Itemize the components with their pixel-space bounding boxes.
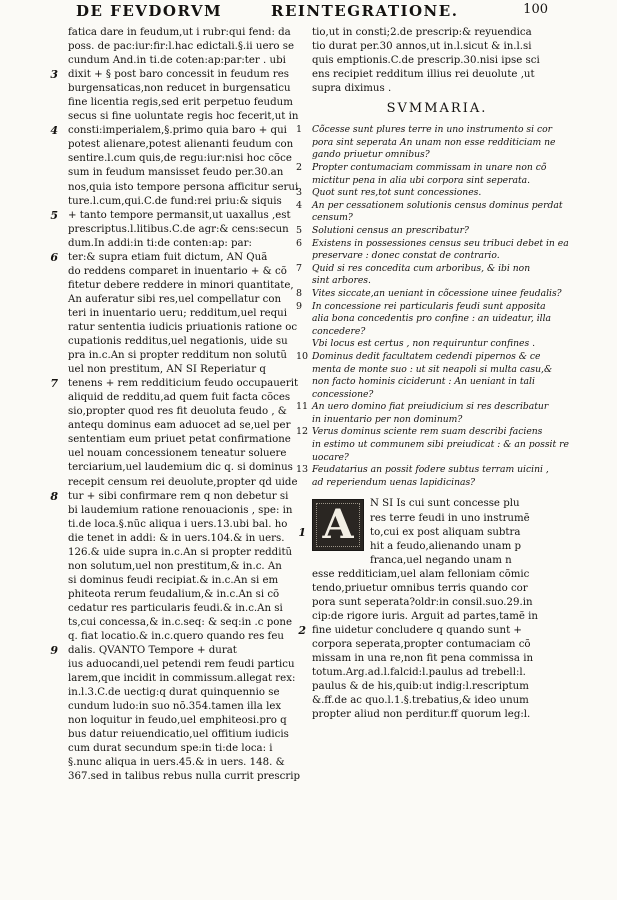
summary-text: gando priuetur omnibus?: [312, 149, 430, 161]
margin-note-number: 7: [50, 377, 58, 391]
text-line: [68, 54, 286, 68]
summary-line: [296, 300, 562, 314]
summary-line: [296, 187, 562, 200]
summary-line: [312, 376, 562, 389]
summary-line: [296, 464, 562, 477]
text-line: [312, 82, 562, 96]
line-text: 367.sed in talibus rebus nulla currit prescrip: [68, 771, 300, 783]
text-line: [50, 124, 287, 138]
text-line: [68, 96, 293, 110]
text-line: [312, 568, 562, 582]
text-line: [68, 518, 288, 532]
line-text: tio durat per.30 annos,ut in.l.sicut & in.l.si: [312, 41, 532, 53]
line-text: esse redditiciam,uel alam felloniam cõmic: [312, 568, 530, 580]
line-text: q. fiat locatio.& in.c.quero quando res feu: [68, 631, 284, 643]
text-line: [68, 293, 282, 307]
text-line: [50, 644, 282, 658]
text-line: [68, 40, 295, 54]
text-line: [312, 40, 562, 54]
line-text: fitetur debere reddere in minori quantitate,: [68, 279, 294, 291]
summary-line: [296, 287, 562, 301]
text-line: [68, 728, 289, 742]
summary-text: In concessione rei particularis feudi sunt apposita: [312, 300, 546, 312]
text-line: [312, 666, 562, 680]
text-line: [68, 335, 288, 349]
text-line: [312, 554, 562, 568]
header-title-left: DE FEVDORVM: [76, 2, 223, 20]
line-text: secus si fine uoluntate regis hoc fecerit,ut in: [68, 111, 299, 123]
line-text: sententiam eum priuet petat confirmatione: [68, 434, 291, 446]
line-text: tendo,priuetur omnibus terris quando cor: [312, 582, 528, 594]
line-text: franca,uel negando unam n: [370, 554, 512, 566]
summary-number: 8: [296, 287, 303, 299]
summary-number: 7: [296, 262, 303, 274]
summary-number: 4: [296, 199, 303, 211]
line-text: cundum And.in ti.de coten:ap:par:ter . ubi: [68, 55, 286, 67]
text-line: [68, 714, 287, 728]
line-text: bi laudemium ratione renouacionis , spe: in: [68, 504, 293, 516]
text-line: [68, 461, 293, 475]
line-text: burgensaticas,non reducet in burgensaticu: [68, 83, 291, 95]
line-text: sentire.l.cum quis,de regu:iur:nisi hoc cõce: [68, 153, 292, 165]
line-text: ratur sententia iudicis priuationis ratione oc: [68, 321, 298, 333]
right-text-column: [296, 26, 569, 722]
text-line: [312, 540, 562, 554]
text-line: [68, 195, 282, 209]
page-number: 100: [523, 2, 548, 17]
text-line: [312, 638, 562, 652]
summary-text: uocare?: [312, 451, 349, 463]
text-line: [68, 588, 282, 602]
summary-number: 13: [296, 464, 309, 476]
summary-line: [312, 364, 562, 377]
summary-line: [312, 389, 562, 402]
summary-line: [296, 162, 562, 175]
line-text: tur + sibi confirmare rem q non debetur si: [68, 490, 289, 502]
summary-line: [312, 250, 562, 263]
margin-note-number: 5: [50, 208, 58, 222]
text-line: [68, 770, 300, 784]
summary-text: Existens in possessiones census seu tribuci debet in ea: [312, 237, 569, 249]
line-text: uel non prestitum, AN SI Reperiatur q: [68, 364, 266, 376]
text-line: [68, 349, 287, 363]
line-text: potest alienare,potest alienanti feudum con: [68, 139, 294, 151]
text-line: [68, 433, 291, 447]
line-text: &.ff.de ac quo.l.1.§.trebatius,& ideo unum: [312, 695, 529, 707]
summary-number: 6: [296, 237, 303, 249]
summary-line: [312, 338, 562, 351]
summary-text: Solutioni census an prescribatur?: [312, 224, 469, 236]
text-line: [68, 447, 287, 461]
line-text: ius aduocandi,uel petendi rem feudi particu: [68, 659, 295, 671]
line-text: fatica dare in feudum,ut i rubr:qui fend: da: [68, 27, 291, 38]
text-line: [68, 546, 293, 560]
line-text: phiteota rerum feudalium,& in.c.An si cõ: [68, 588, 280, 600]
line-text: totum.Arg.ad.l.falcid:l.paulus ad trebell:l.: [312, 667, 526, 679]
summary-text: non facto hominis ciciderunt : An ueniant in tali: [312, 376, 535, 388]
summary-text: An per cessationem solutionis census dominus perdat: [312, 199, 563, 211]
line-text: ter:& supra etiam fuit dictum, AN Quã: [68, 251, 268, 263]
line-text: sio,propter quod res fit deuoluta feudo , &: [68, 406, 287, 418]
text-line: [50, 377, 299, 391]
summary-number: 2: [296, 162, 303, 174]
line-text: do reddens comparet in inuentario + & cõ: [68, 265, 287, 277]
line-text: An auferatur sibi res,uel compellatur con: [68, 293, 282, 305]
line-text: bus datur reiuendicatio,uel offitium iudicis: [68, 729, 289, 741]
line-text: + tanto tempore permansit,ut uaxallus ,est: [68, 209, 291, 221]
line-text: dalis. QVANTO Tempore + durat: [68, 645, 237, 657]
summaria-heading: SVMMARIA.: [386, 101, 488, 117]
text-line: [68, 152, 292, 166]
line-text: §.nunc aliqua in uers.45.& in uers. 148. &: [68, 757, 285, 769]
line-text: cupationis redditus,uel negationis, uide su: [68, 336, 288, 348]
line-text: larem,que incidit in commissum.allegat rex:: [68, 673, 296, 685]
text-line: [312, 680, 562, 694]
text-line: [68, 630, 282, 644]
summary-text: Verus dominus sciente rem suam describi faciens: [312, 426, 543, 438]
summary-line: [296, 237, 569, 251]
line-text: cum durat secundum spe:in ti:de loca: i: [68, 743, 273, 755]
text-line: [50, 489, 289, 504]
text-line: [68, 476, 298, 490]
summary-number: 1: [296, 124, 303, 136]
line-text: cip:de rigore iuris. Arguit ad partes,tamẽ in: [312, 610, 538, 622]
summary-line: [312, 275, 562, 288]
summary-text: alia bona concedentis pro confine : an uideatur, illa: [312, 313, 551, 325]
text-line: [68, 279, 294, 293]
text-line: [68, 391, 291, 405]
line-text: tio,ut in consti;2.de prescrip:& reyuendica: [312, 27, 532, 38]
line-text: non loquitur in feudo,uel emphiteosi.pro q: [68, 715, 287, 727]
summary-number: 3: [296, 187, 303, 199]
summary-text: concedere?: [312, 325, 366, 337]
summary-text: pora sint seperata An unam non esse redditiciam ne: [312, 136, 556, 148]
line-text: ens recipiet redditum illius rei deuolute ,ut: [312, 69, 535, 81]
text-line: [312, 694, 562, 708]
line-text: antequ dominus eam aduocet ad se,uel per: [68, 420, 291, 432]
text-line: [68, 166, 282, 180]
summary-text: Vbi locus est certus , non requiruntur confines .: [312, 338, 535, 350]
text-line: [50, 68, 289, 82]
line-text: pora sunt seperata?oldr:in consil.suo.29.in: [312, 596, 533, 608]
summary-line: [296, 224, 562, 238]
text-line: [312, 68, 562, 82]
summaria-list: [296, 124, 569, 489]
text-line: [312, 497, 562, 511]
summary-text: censum?: [312, 212, 353, 224]
summary-line: [312, 477, 562, 490]
text-line: [68, 419, 291, 433]
summary-text: Vites siccate,an ueniant in cõcessione uinee feudalis?: [312, 287, 562, 299]
text-line: [68, 363, 282, 377]
margin-note-number: 6: [50, 250, 58, 264]
text-line: [68, 602, 282, 616]
summary-line: [312, 149, 562, 162]
line-text: sum in feudum mansisset feudo per.30.an: [68, 167, 284, 179]
line-text: to,cui ex post aliquam subtra: [370, 526, 521, 538]
text-line: [68, 237, 282, 251]
line-text: fine uidetur concludere q quando sunt +: [312, 624, 522, 636]
text-line: [68, 307, 287, 321]
summary-text: concessione?: [312, 388, 374, 400]
text-line: [68, 574, 282, 588]
summary-number: 11: [296, 401, 309, 413]
right-top-text: [312, 26, 562, 96]
text-line: [68, 82, 291, 96]
line-text: ture.l.cum,qui.C.de fund:rei priu:& siquis: [68, 195, 282, 207]
summary-line: [296, 401, 562, 414]
text-line: [312, 582, 562, 596]
line-text: N SI Is cui sunt concesse plu: [370, 498, 520, 510]
text-line: [68, 616, 292, 630]
text-line: [312, 54, 562, 68]
text-line: [68, 405, 287, 419]
text-line: [68, 138, 294, 152]
summary-line: [296, 350, 562, 364]
text-line: [68, 756, 285, 770]
line-text: fine licentia regis,sed erit perpetuo feudum: [68, 97, 293, 109]
line-text: missam in una re,non fit pena commissa in: [312, 652, 534, 664]
summary-line: [296, 262, 562, 276]
summary-text: sint arbores.: [312, 275, 371, 287]
dropcap-initial: A: [312, 499, 364, 551]
line-text: paulus & de his,quib:ut indig:l.rescriptum: [312, 681, 529, 693]
text-line: [68, 265, 287, 279]
text-line: [68, 181, 299, 195]
line-text: in.l.3.C.de uectig:q durat quinquennio se: [68, 687, 280, 699]
line-text: supra diximus .: [312, 83, 392, 95]
summary-text: ad reperiendum uenas lapidicinas?: [312, 476, 476, 488]
line-text: dum.In addi:in ti:de conten:ap: par:: [68, 237, 252, 249]
line-text: nos,quia isto tempore persona afficitur serui: [68, 181, 299, 193]
margin-note-number: 1: [298, 525, 306, 539]
text-line: [68, 110, 299, 124]
margin-note-number: 4: [50, 124, 58, 138]
line-text: consti:imperialem,§.primo quia baro + qui: [68, 125, 287, 137]
summary-number: 5: [296, 224, 303, 236]
line-text: terciarium,uel laudemium dic q. si dominus: [68, 462, 293, 474]
line-text: ti.de loca.§.nũc aliqua i uers.13.ubi bal. ho: [68, 518, 288, 530]
line-text: propter aliud non perditur.ff quorum leg:l.: [312, 709, 531, 721]
summary-line: [312, 452, 562, 465]
summary-text: An uero domino fiat preiudicium si res describatur: [312, 401, 549, 413]
line-text: die tenet in addi: & in uers.104.& in uers.: [68, 532, 285, 544]
line-text: corpora seperata,propter contumaciam cõ: [312, 638, 531, 650]
line-text: poss. de pac:iur:fir:l.hac edictali.§.ii uero se: [68, 41, 295, 53]
line-text: ts,cui concessa,& in.c.seq: & seq:in .c pone: [68, 616, 292, 628]
text-line: [68, 742, 282, 756]
text-line: [312, 652, 562, 666]
line-text: tenens + rem redditicium feudo occupauerit: [68, 378, 299, 390]
margin-note-number: 3: [50, 68, 58, 82]
line-text: aliquid de redditu,ad quem fuit facta cõces: [68, 392, 291, 404]
summary-line: [312, 414, 562, 427]
line-text: non solutum,uel non prestitum,& in.c. An: [68, 560, 282, 572]
line-text: recepit censum rei deuolute,propter qd uide: [68, 476, 298, 488]
summary-line: [296, 124, 562, 137]
summary-text: Dominus dedit facultatem cedendi pipernos & ce: [312, 350, 541, 362]
left-text-column: [50, 26, 300, 785]
line-text: teri in inuentario ueru; redditum,uel requi: [68, 307, 287, 319]
summary-text: Feudatarius an possit fodere subtus terram uicini ,: [312, 464, 549, 476]
text-line: [68, 672, 296, 686]
summary-text: Cõcesse sunt plures terre in uno instrumento si cor: [312, 124, 553, 136]
line-text: dixit + § post baro concessit in feudum res: [68, 69, 289, 81]
text-line: [68, 658, 295, 672]
summary-line: [312, 137, 562, 150]
text-line: [312, 708, 562, 722]
line-text: res terre feudi in uno instrumẽ: [370, 512, 530, 524]
line-text: pra in.c.An si propter redditum non solutũ: [68, 350, 287, 362]
summary-text: mictitur pena in alia ubi corpora sint seperata.: [312, 174, 531, 186]
text-line: [68, 700, 282, 714]
text-line: [312, 610, 562, 624]
summary-line: [312, 212, 562, 225]
summary-line: [312, 313, 562, 326]
header-title-right: REINTEGRATIONE.: [271, 2, 459, 20]
summary-line: [312, 175, 562, 188]
margin-note-number: 8: [50, 489, 58, 503]
text-line: [312, 512, 562, 526]
text-line: [68, 560, 282, 574]
right-body-text: [298, 497, 562, 722]
capped-lines: [298, 497, 562, 567]
summary-text: menta de monte suo : ut sit neapoli si multa casu,&: [312, 363, 553, 375]
summary-text: in inuentario per non dominum?: [312, 413, 463, 425]
text-line: [50, 208, 291, 223]
body-lines: [298, 568, 562, 723]
line-text: si dominus feudi recipiat.& in.c.An si em: [68, 574, 279, 586]
summary-text: Quid si res concedita cum arboribus, & ibi non: [312, 262, 531, 274]
summary-number: 9: [296, 300, 303, 312]
summary-text: Quot sunt res,tot sunt concessiones.: [312, 187, 482, 199]
summary-text: in estimo ut communem sibi preiudicat : & an possit re: [312, 439, 569, 451]
line-text: prescriptus.l.litibus.C.de agr:& cens:secun: [68, 223, 289, 235]
text-line: [68, 26, 291, 40]
text-line: [312, 26, 562, 40]
text-line: [50, 250, 282, 265]
summary-line: [312, 439, 569, 452]
margin-note-number: 2: [298, 623, 306, 637]
text-line: [298, 525, 562, 540]
text-line: [68, 321, 298, 335]
summary-text: Propter contumaciam commissam in unare non cõ: [312, 162, 547, 174]
text-line: [68, 223, 289, 237]
line-text: hit a feudo,alienando unam p: [370, 540, 522, 552]
line-text: quis emptionis.C.de prescrip.30.nisi ipse sci: [312, 55, 540, 67]
line-text: uel nouam concessionem teneatur soluere: [68, 448, 287, 460]
line-text: cundum ludo:in suo nõ.354.tamen illa lex: [68, 701, 282, 713]
summary-line: [312, 326, 562, 339]
text-line: [68, 532, 285, 546]
text-line: [68, 686, 282, 700]
summary-line: [296, 426, 562, 439]
text-line: [312, 596, 562, 610]
summary-line: [296, 199, 563, 213]
text-line: [68, 504, 293, 518]
summary-number: 12: [296, 426, 309, 438]
margin-note-number: 9: [50, 644, 58, 658]
text-line: [298, 623, 562, 638]
summary-text: preservare : donec constat de contrario.: [312, 250, 500, 262]
line-text: 126.& uide supra in.c.An si propter redditũ: [68, 546, 293, 558]
running-header: [76, 0, 548, 24]
summary-number: 10: [296, 350, 309, 362]
line-text: cedatur res particularis feudi.& in.c.An si: [68, 602, 283, 614]
